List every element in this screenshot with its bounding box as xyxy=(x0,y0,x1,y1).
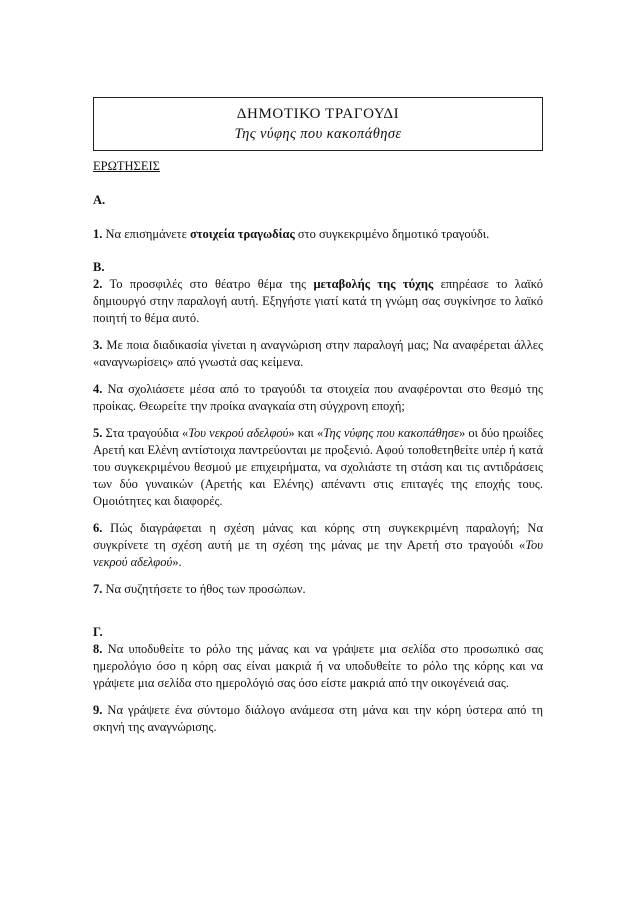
question-8: 8. Να υποδυθείτε το ρόλο της μάνας και να γράψετε μια σελίδα στο προσωπικό σας ημερολόγιο όσο η κόρη σας είναι μακριά ή να υποδυθείτε το ρόλο της κόρης και να γράψετε μια σελίδα στο ημερολόγιό σας όσο είστε μακριά από την οικογένειά σας. xyxy=(93,642,544,690)
question-number: 6. xyxy=(93,521,103,535)
question-5: 5. Στα τραγούδια «Του νεκρού αδελφού» και «Της νύφης που κακοπάθησε» οι δύο ηρωίδες Αρετή και Ελένη αντίστοιχα παντρεύονται με προξενιό. Αφού τοποθετηθείτε υπέρ ή κατά του συγκεκριμένου θεσμού με επιχειρήματα, να σχολιάστε τη στάση και τις αντιδράσεις των δύο γυναικών (Αρετής και Ελένης) απέναντι στις επιταγές της εποχής τους. Ομοιότητες και διαφορές. xyxy=(93,426,544,508)
section-a-label: Α. xyxy=(93,193,106,207)
title-box xyxy=(93,97,543,151)
song-title: Του νεκρού αδελφού xyxy=(93,538,543,569)
question-7: 7. Να συζητήσετε το ήθος των προσώπων. xyxy=(93,582,306,596)
questions-content xyxy=(93,158,543,736)
question-1: 1. Να επισημάνετε στοιχεία τραγωδίας στο συγκεκριμένο δημοτικό τραγούδι. xyxy=(93,227,490,241)
question-6: 6. Πώς διαγράφεται η σχέση μάνας και κόρης στη συγκεκριμένη παραλογή; Να συγκρίνετε τη σχέση αυτή με τη σχέση της μάνας με την Αρετή στο τραγούδι «Του νεκρού αδελφού». xyxy=(93,521,544,569)
section-c-label: Γ. xyxy=(93,625,103,639)
question-number: 2. xyxy=(93,277,103,291)
question-9: 9. Να γράψετε ένα σύντομο διάλογο ανάμεσα στη μάνα και την κόρη ύστερα από τη σκηνή της αναγνώρισης. xyxy=(93,703,544,734)
question-number: 9. xyxy=(93,703,103,717)
question-number: 8. xyxy=(93,642,103,656)
question-number: 7. xyxy=(93,582,103,596)
song-title: Του νεκρού αδελφού xyxy=(188,426,289,440)
document-title: ΔΗΜΟΤΙΚΟ ΤΡΑΓΟΥΔΙ xyxy=(236,106,400,122)
song-title: Της νύφης που κακοπάθησε xyxy=(323,426,459,440)
document-subtitle: Της νύφης που κακοπάθησε xyxy=(234,126,402,142)
question-2: 2. Το προσφιλές στο θέατρο θέμα της μεταβολής της τύχης επηρέασε το λαϊκό δημιουργό στην παραλογή αυτή. Εξηγήστε γιατί κατά τη γνώμη σας συγκίνησε το λαϊκό ποιητή το θέμα αυτό. xyxy=(93,277,543,325)
question-number: 3. xyxy=(93,338,103,352)
question-number: 5. xyxy=(93,426,103,440)
section-b-label: Β. xyxy=(93,260,105,274)
question-number: 4. xyxy=(93,382,103,396)
question-number: 1. xyxy=(93,227,103,241)
question-3: 3. Με ποια διαδικασία γίνεται η αναγνώριση στην παραλογή μας; Να αναφέρεται άλλες «αναγνωρίσεις» από γνωστά σας κείμενα. xyxy=(93,338,544,369)
emphasis-text: στοιχεία τραγωδίας xyxy=(189,227,295,241)
emphasis-text: μεταβολής της τύχης xyxy=(313,277,434,291)
question-4: 4. Να σχολιάσετε μέσα από το τραγούδι τα στοιχεία που αναφέρονται στο θεσμό της προίκας. Θεωρείτε την προίκα αναγκαία στη σύγχρονη εποχή; xyxy=(93,382,543,413)
questions-heading: ΕΡΩΤΗΣΕΙΣ xyxy=(93,159,160,173)
